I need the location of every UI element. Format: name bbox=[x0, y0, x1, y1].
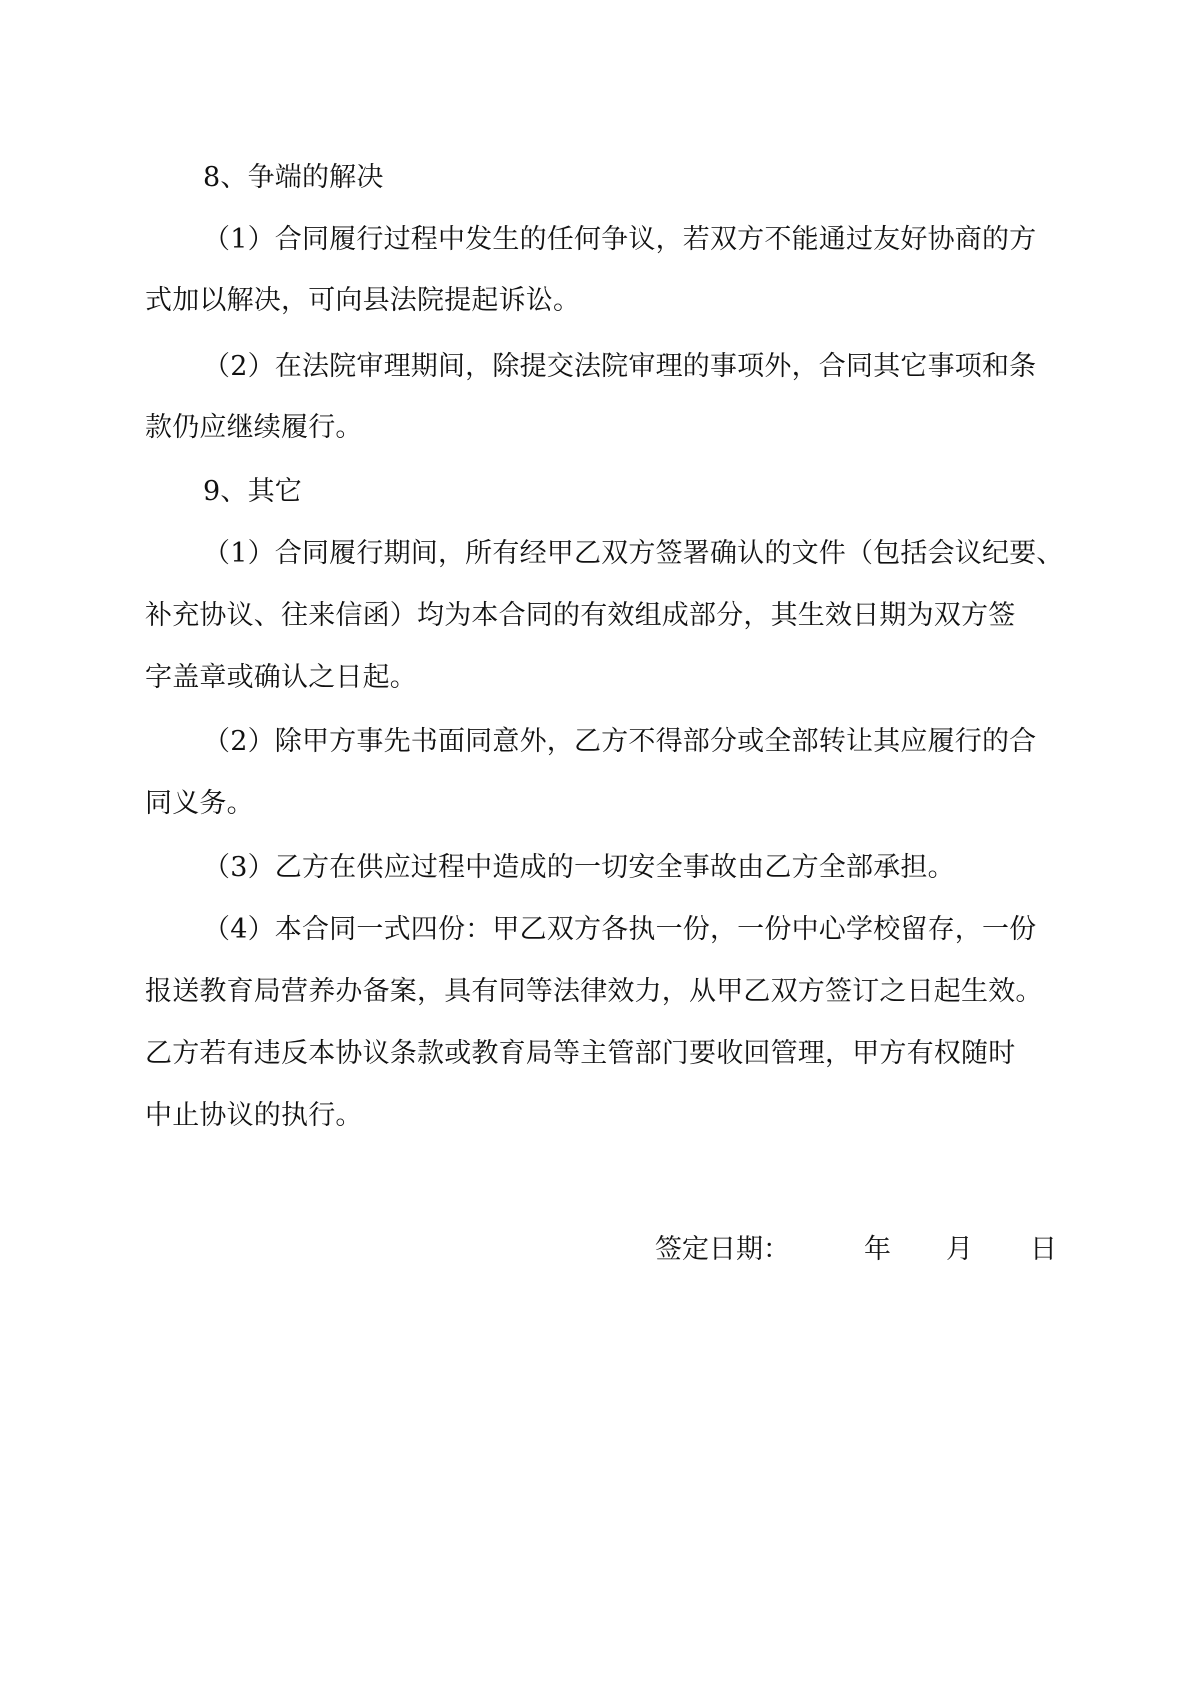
section-9-item-2-line-1: （2）除甲方事先书面同意外，乙方不得部分或全部转让其应履行的合 bbox=[203, 726, 1037, 757]
section-9-item-3-line-1: （3）乙方在供应过程中造成的一切安全事故由乙方全部承担。 bbox=[203, 852, 955, 883]
section-9-item-1-line-2: 补充协议、往来信函）均为本合同的有效组成部分，其生效日期为双方签 bbox=[145, 600, 1016, 631]
signature-date-line bbox=[0, 1230, 1200, 1270]
section-9-item-1-line-3: 字盖章或确认之日起。 bbox=[145, 662, 417, 693]
section-9-heading: 9、其它 bbox=[203, 476, 302, 507]
section-9-item-2-line-2: 同义务。 bbox=[145, 788, 254, 819]
section-9-item-4-line-3: 乙方若有违反本协议条款或教育局等主管部门要收回管理，甲方有权随时 bbox=[145, 1038, 1016, 1069]
section-8-item-2-line-1: （2）在法院审理期间，除提交法院审理的事项外，合同其它事项和条 bbox=[203, 351, 1037, 382]
signature-year-label: 年 bbox=[864, 1234, 891, 1265]
signature-date-label: 签定日期： bbox=[655, 1234, 790, 1265]
section-8-item-2-line-2: 款仍应继续履行。 bbox=[145, 412, 363, 443]
section-9-item-4-line-4: 中止协议的执行。 bbox=[145, 1100, 363, 1131]
section-9-item-4-line-1: （4）本合同一式四份：甲乙双方各执一份，一份中心学校留存，一份 bbox=[203, 914, 1037, 945]
section-9-item-4-line-2: 报送教育局营养办备案，具有同等法律效力，从甲乙双方签订之日起生效。 bbox=[145, 976, 1043, 1007]
section-9-item-1-line-1: （1）合同履行期间，所有经甲乙双方签署确认的文件（包括会议纪要、 bbox=[203, 538, 1064, 569]
section-8-heading: 8、争端的解决 bbox=[203, 162, 384, 193]
signature-month-label: 月 bbox=[946, 1234, 973, 1265]
section-8-item-1-line-1: （1）合同履行过程中发生的任何争议，若双方不能通过友好协商的方 bbox=[203, 224, 1037, 255]
section-8-item-1-line-2: 式加以解决，可向县法院提起诉讼。 bbox=[145, 285, 581, 316]
signature-day-label: 日 bbox=[1030, 1234, 1057, 1265]
